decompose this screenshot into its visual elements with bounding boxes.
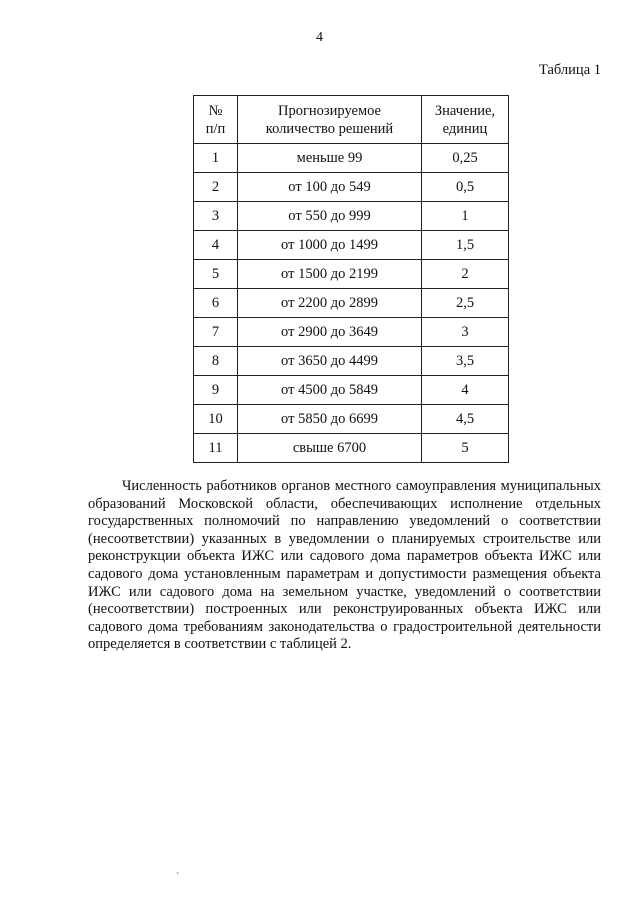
row-number-cell: 8 [194,347,238,376]
row-range-cell: от 2200 до 2899 [238,289,422,318]
table-row [194,202,509,231]
row-number-cell: 5 [194,260,238,289]
row-value-cell: 3 [422,318,509,347]
row-value-cell: 1 [422,202,509,231]
table-row [194,405,509,434]
row-number-cell: 2 [194,173,238,202]
header-value [422,96,509,144]
row-range-cell: от 100 до 549 [238,173,422,202]
row-range-cell: от 5850 до 6699 [238,405,422,434]
row-number-cell: 6 [194,289,238,318]
row-range-cell: от 4500 до 5849 [238,376,422,405]
row-range-cell: от 3650 до 4499 [238,347,422,376]
row-number-cell: 4 [194,231,238,260]
table-row [194,318,509,347]
row-value-cell: 2 [422,260,509,289]
row-number-cell: 1 [194,144,238,173]
table-row [194,173,509,202]
page-number: 4 [316,30,323,45]
row-value-cell: 0,25 [422,144,509,173]
row-range-cell: от 1000 до 1499 [238,231,422,260]
header-forecast-count-text: Прогнозируемое количество решений [265,102,394,137]
row-range-cell: свыше 6700 [238,434,422,463]
table-row [194,347,509,376]
table-row [194,144,509,173]
row-number-cell: 9 [194,376,238,405]
table-body [194,144,509,463]
table-row [194,231,509,260]
row-number-cell: 7 [194,318,238,347]
row-number-cell: 10 [194,405,238,434]
row-value-cell: 4 [422,376,509,405]
table-row [194,434,509,463]
stray-mark: ` [176,872,180,883]
header-forecast-count [238,96,422,144]
header-value-text: Значение, единиц [434,102,496,137]
row-number-cell: 11 [194,434,238,463]
table-header [194,96,509,144]
header-row-number [194,96,238,144]
row-range-cell: от 1500 до 2199 [238,260,422,289]
row-range-cell: меньше 99 [238,144,422,173]
row-value-cell: 5 [422,434,509,463]
table-header-row [194,96,509,144]
row-value-cell: 3,5 [422,347,509,376]
row-range-cell: от 550 до 999 [238,202,422,231]
row-value-cell: 0,5 [422,173,509,202]
table-caption: Таблица 1 [538,62,601,78]
header-row-number-text: № п/п [205,102,226,137]
row-value-cell: 1,5 [422,231,509,260]
table-row [194,376,509,405]
row-value-cell: 4,5 [422,405,509,434]
body-paragraph: Численность работников органов местного самоуправления муниципальных образований Московской области, обеспечивающих исполнение отдельных государственных полномочий по направлению уведомлений о соответствии (несоответствии) указанных в уведомлении о планируемых строительстве или реконструкции объекта ИЖС или садового дома параметров объекта ИЖС или садового дома установленным параметрам и допустимости размещения объекта ИЖС или садового дома на земельном участке, уведомлений о соответствии (несоответствии) построенных или реконструированных объекта ИЖС или садового дома требованиям законодательства о градостроительной деятельности определяется в соответствии с таблицей 2. [88,478,601,653]
table-row [194,260,509,289]
row-range-cell: от 2900 до 3649 [238,318,422,347]
table-row [194,289,509,318]
row-number-cell: 3 [194,202,238,231]
row-value-cell: 2,5 [422,289,509,318]
data-table [193,95,509,463]
